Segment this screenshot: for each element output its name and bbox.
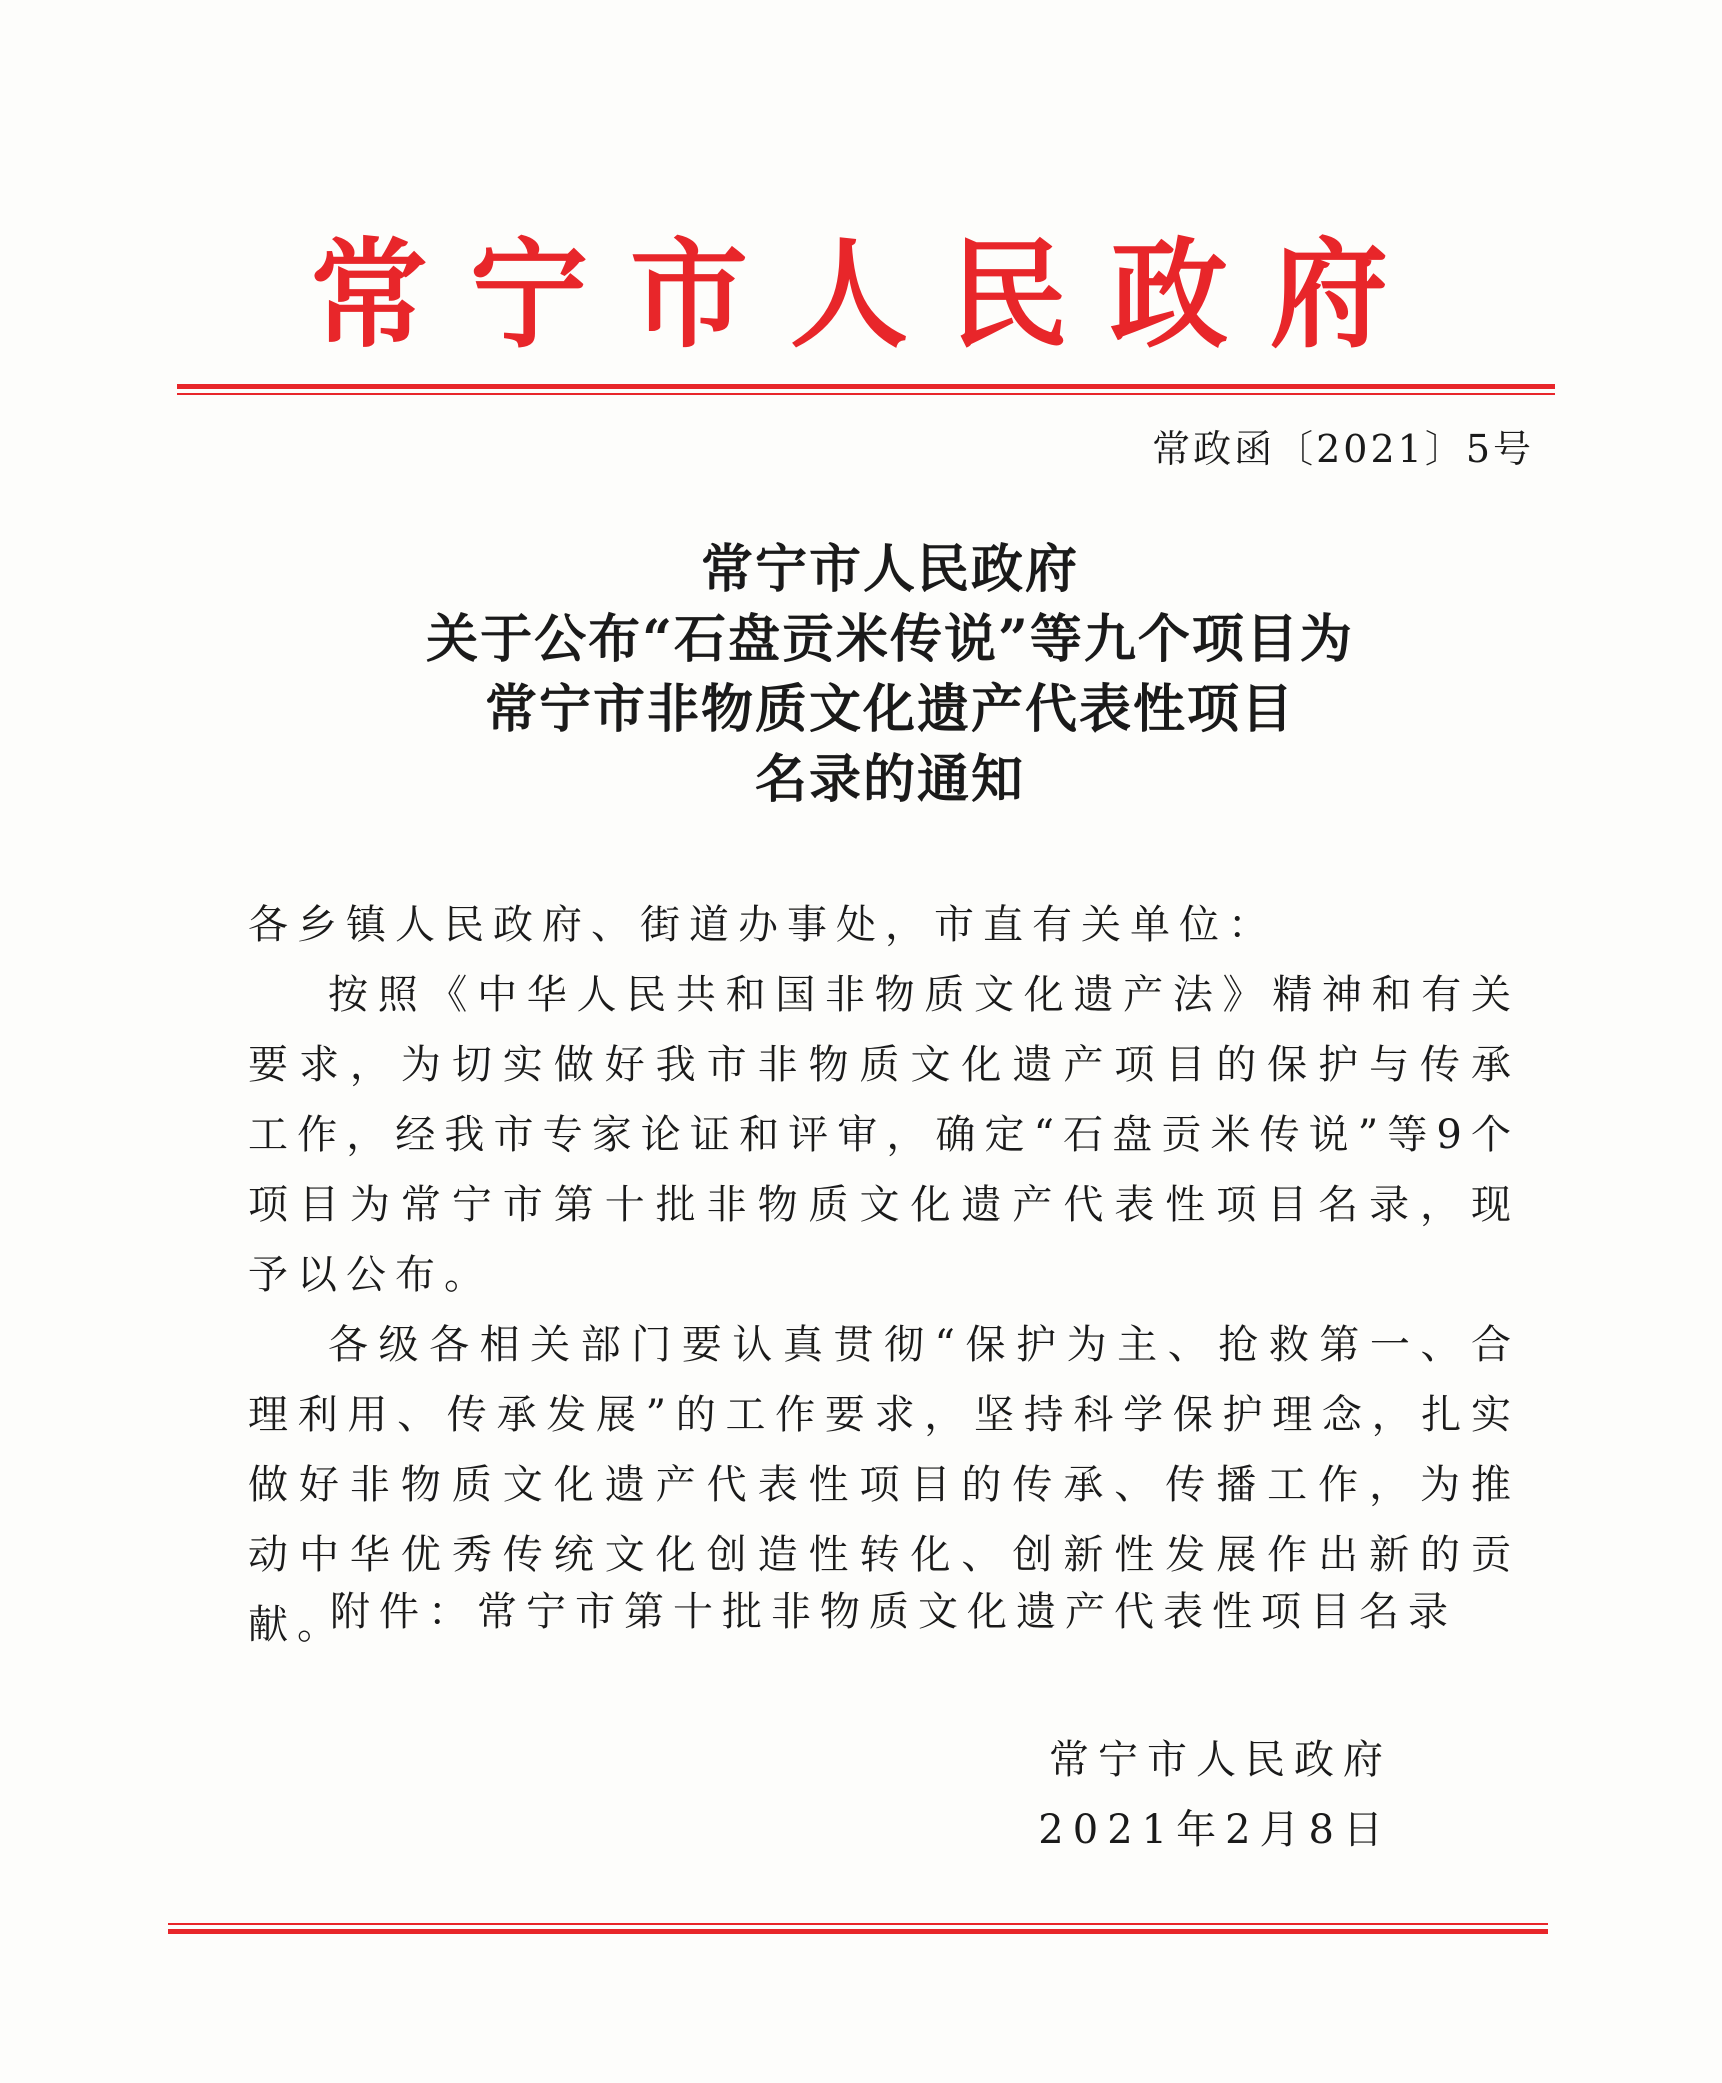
document-title: [220, 535, 1560, 815]
footer-red-rule: [168, 1923, 1548, 1934]
title-line: 常宁市非物质文化遗产代表性项目: [484, 679, 1295, 740]
issuer-masthead: 常宁市人民政府: [309, 225, 1430, 364]
masthead-red-rule: [177, 384, 1555, 395]
title-line: 常宁市人民政府: [700, 539, 1079, 600]
attachment-line: 附件：常宁市第十批非物质文化遗产代表性项目名录: [330, 1589, 1457, 1635]
document-number: 常政函〔2021〕5号: [1152, 427, 1534, 471]
title-line: 名录的通知: [754, 749, 1025, 810]
signature-date: 2021年2月8日: [1038, 1807, 1392, 1853]
body-paragraph: 各级各相关部门要认真贯彻“保护为主、抢救第一、合理利用、传承发展”的工作要求，坚持科学保护理念，扎实做好非物质文化遗产代表性项目的传承、传播工作，为推动中华优秀传统文化创造性转化、创新性发展作出新的贡献。: [248, 1322, 1520, 1648]
salutation: 各乡镇人民政府、街道办事处，市直有关单位：: [248, 902, 1277, 948]
document-body: [248, 890, 1520, 1660]
body-paragraph: 按照《中华人民共和国非物质文化遗产法》精神和有关要求，为切实做好我市非物质文化遗产项目的保护与传承工作，经我市专家论证和评审，确定“石盘贡米传说”等9个项目为常宁市第十批非物质文化遗产代表性项目名录，现予以公布。: [248, 972, 1520, 1298]
title-line: 关于公布“石盘贡米传说”等九个项目为: [426, 609, 1354, 670]
signature-block: [1038, 1725, 1392, 1865]
signature-issuer: 常宁市人民政府: [1049, 1737, 1392, 1783]
